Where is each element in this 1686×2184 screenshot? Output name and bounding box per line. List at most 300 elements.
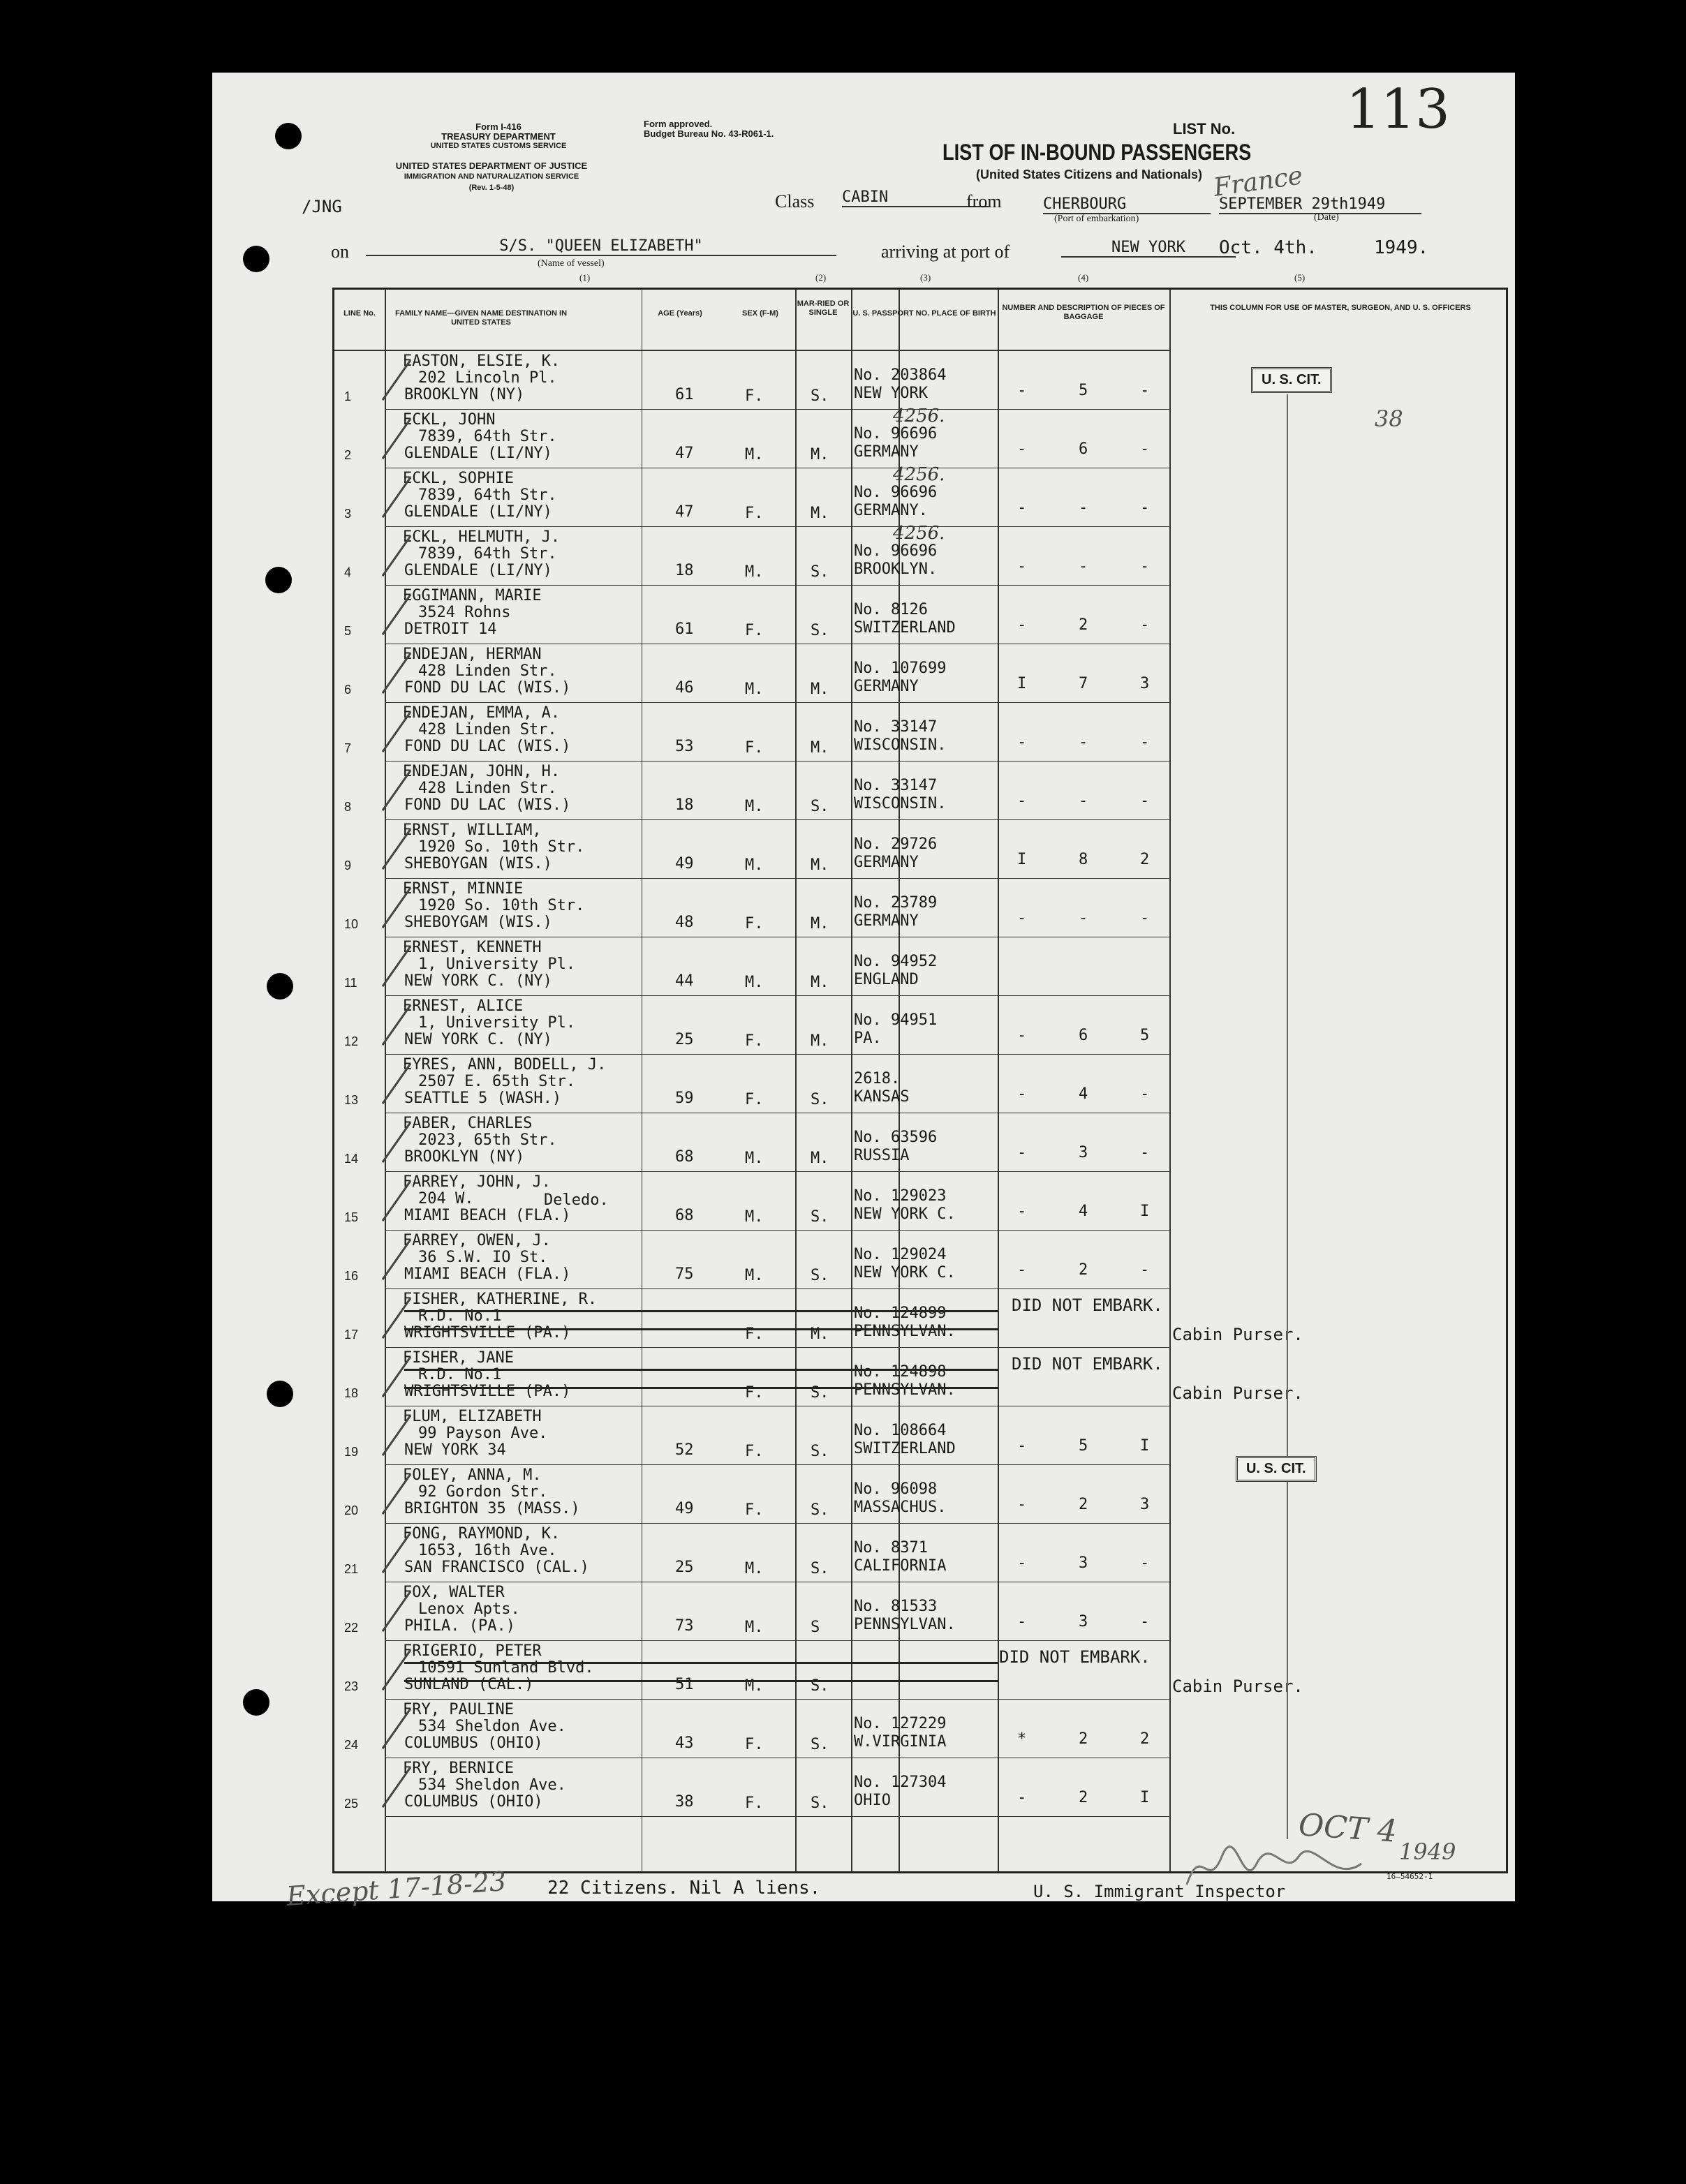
passport-number: No. 124899	[854, 1305, 947, 1322]
us-citizen-stamp-2: U. S. CIT.	[1236, 1456, 1317, 1482]
baggage-c: -	[1140, 558, 1150, 575]
passenger-name: FOX, WALTER	[403, 1584, 505, 1601]
sex: F.	[745, 387, 764, 405]
age: 46	[675, 679, 694, 697]
marital-status: S.	[811, 622, 829, 639]
destination: BROOKLYN (NY)	[404, 1148, 525, 1166]
age: 43	[675, 1734, 694, 1752]
destination: FOND DU LAC (WIS.)	[404, 679, 571, 697]
place-of-birth: CALIFORNIA	[854, 1557, 947, 1575]
baggage-b: -	[1079, 558, 1088, 575]
baggage-b: 2	[1079, 1496, 1088, 1513]
sex: F.	[745, 1736, 764, 1753]
table-row	[334, 703, 1510, 762]
place-of-birth: ENGLAND	[854, 971, 919, 988]
table-row	[334, 464, 1510, 527]
baggage-a: -	[1017, 382, 1027, 399]
table-row	[334, 1758, 1510, 1817]
age: 53	[675, 738, 694, 755]
baggage-a: -	[1017, 499, 1027, 517]
baggage-b: -	[1079, 909, 1088, 927]
department-sub-2: IMMIGRATION AND NATURALIZATION SERVICE	[404, 172, 579, 181]
destination: SHEBOYGAM (WIS.)	[404, 914, 552, 931]
age: 18	[675, 562, 694, 579]
punch-hole	[267, 973, 293, 1000]
sex: M.	[745, 1150, 764, 1167]
passport-number: No. 8371	[854, 1539, 928, 1557]
passenger-name: EGGIMANN, MARIE	[403, 587, 542, 604]
age: 25	[675, 1031, 694, 1048]
handwritten-france: France	[1211, 161, 1305, 202]
table-row	[334, 523, 1510, 586]
sex: F.	[745, 622, 764, 639]
passport-number: No. 127229	[854, 1715, 947, 1732]
header-passport: U. S. PASSPORT NO. PLACE OF BIRTH	[852, 309, 996, 318]
baggage-b: -	[1079, 734, 1088, 751]
baggage-b: 7	[1079, 675, 1088, 692]
address-line: 1920 So. 10th Str.	[418, 838, 585, 856]
place-of-birth: PENNSYLVAN.	[854, 1381, 956, 1399]
passport-number: No. 94951	[854, 1011, 938, 1029]
address-line: 10591 Sunland Blvd.	[418, 1659, 594, 1677]
passenger-name: ECKL, JOHN	[403, 411, 496, 429]
address-line: 428 Linden Str.	[418, 780, 557, 797]
passenger-name: FABER, CHARLES	[403, 1115, 533, 1132]
department-sub: UNITED STATES CUSTOMS SERVICE	[430, 142, 567, 150]
line-number: 4	[344, 565, 352, 579]
passport-number: No. 63596	[854, 1129, 938, 1146]
passport-number: No. 33147	[854, 718, 938, 736]
table-row	[334, 762, 1510, 820]
place-of-birth: WISCONSIN.	[854, 736, 947, 754]
handwritten-note: 38	[1375, 406, 1403, 432]
year-stamp: 1949	[1399, 1838, 1456, 1865]
header-officers: THIS COLUMN FOR USE OF MASTER, SURGEON, AND U. S. OFFICERS	[1210, 304, 1471, 312]
destination: BRIGHTON 35 (MASS.)	[404, 1500, 580, 1517]
address-line: 1653, 16th Ave.	[418, 1542, 557, 1559]
revision: (Rev. 1-5-48)	[468, 184, 515, 192]
punch-hole	[243, 246, 269, 272]
line-number: 5	[344, 624, 352, 638]
marital-status: S	[811, 1619, 820, 1636]
address-line: 36 S.W. IO St.	[418, 1249, 548, 1266]
baggage-a: -	[1017, 792, 1027, 810]
age: 51	[675, 1676, 694, 1693]
passport-number: No. 96098	[854, 1480, 938, 1498]
place-of-birth: W.VIRGINIA	[854, 1733, 947, 1751]
baggage-a: -	[1017, 1496, 1027, 1513]
passenger-name: ERNST, MINNIE	[403, 880, 524, 898]
line-number: 15	[344, 1210, 359, 1224]
baggage-c: -	[1140, 1144, 1150, 1161]
passenger-name: FRIGERIO, PETER	[403, 1642, 542, 1660]
address-line: 534 Sheldon Ave.	[418, 1776, 566, 1794]
baggage-c: 2	[1140, 1730, 1150, 1748]
passenger-name: ENDEJAN, HERMAN	[403, 646, 542, 663]
marital-status: M.	[811, 681, 829, 698]
sex: M.	[745, 1208, 764, 1226]
destination: GLENDALE (LI/NY)	[404, 562, 552, 579]
us-citizen-stamp: U. S. CIT.	[1251, 367, 1332, 393]
baggage-c: -	[1140, 1085, 1150, 1103]
handwritten-passport-number: 4256.	[893, 464, 945, 485]
from-label: from	[966, 191, 1002, 211]
destination: DETROIT 14	[404, 621, 497, 638]
passenger-name: EASTON, ELSIE, K.	[403, 352, 561, 370]
list-number: 113	[1346, 78, 1450, 141]
departure-date: SEPTEMBER 29th1949	[1219, 195, 1421, 214]
address-line: 204 W.	[418, 1190, 474, 1208]
age: 68	[675, 1148, 694, 1166]
strike-through-line	[404, 1662, 998, 1664]
marital-status: M.	[811, 1325, 829, 1343]
address-line: 3524 Rohns	[418, 604, 511, 621]
age: 49	[675, 1500, 694, 1517]
form-number: Form I-416	[475, 121, 522, 132]
passport-number: No. 8126	[854, 601, 928, 618]
baggage-c: I	[1140, 1789, 1150, 1806]
baggage-b: 3	[1079, 1613, 1088, 1630]
baggage-c: -	[1140, 440, 1150, 458]
age: 61	[675, 621, 694, 638]
address-line: 2023, 65th Str.	[418, 1131, 557, 1149]
place-of-birth: BROOKLYN.	[854, 560, 938, 578]
passenger-name: ERNEST, ALICE	[403, 997, 524, 1015]
address-line: 1920 So. 10th Str.	[418, 897, 585, 914]
arriving-label: arriving at port of	[881, 242, 1010, 262]
line-number: 19	[344, 1445, 359, 1459]
punch-hole	[267, 1381, 293, 1407]
line-number: 14	[344, 1152, 359, 1166]
marital-status: M.	[811, 915, 829, 933]
arrival-date: Oct. 4th.	[1219, 237, 1317, 258]
sex: M.	[745, 681, 764, 698]
marital-status: M.	[811, 505, 829, 522]
destination: SUNLAND (CAL.)	[404, 1676, 534, 1693]
marital-status: S.	[811, 1267, 829, 1284]
passport-number: No. 33147	[854, 777, 938, 794]
sex: F.	[745, 739, 764, 757]
passport-number: No. 203864	[854, 366, 947, 384]
passenger-name: ERNST, WILLIAM,	[403, 822, 542, 839]
baggage-c: 3	[1140, 1496, 1150, 1513]
column-number-1: (1)	[579, 272, 591, 283]
header-married: MAR-RIED OR SINGLE	[797, 299, 850, 317]
baggage-b: 4	[1079, 1203, 1088, 1220]
passenger-name: ECKL, SOPHIE	[403, 470, 514, 487]
sex: F.	[745, 505, 764, 522]
passport-number: No. 129023	[854, 1187, 947, 1205]
age: 47	[675, 503, 694, 521]
baggage-a: -	[1017, 1027, 1027, 1044]
baggage-a: -	[1017, 734, 1027, 751]
address-line: 2507 E. 65th Str.	[418, 1073, 576, 1090]
line-number: 13	[344, 1093, 359, 1107]
line-number: 24	[344, 1738, 359, 1752]
address-line: Lenox Apts.	[418, 1600, 520, 1618]
vessel-caption: (Name of vessel)	[538, 258, 605, 269]
on-label: on	[331, 242, 349, 262]
place-of-birth: GERMANY	[854, 678, 919, 695]
passport-number: No. 81533	[854, 1598, 938, 1615]
passenger-name: ENDEJAN, JOHN, H.	[403, 763, 561, 780]
baggage-b: 8	[1079, 851, 1088, 868]
sex: M.	[745, 563, 764, 581]
class-label: Class	[775, 191, 815, 211]
age: 61	[675, 386, 694, 403]
age: 59	[675, 1090, 694, 1107]
baggage-c: -	[1140, 382, 1150, 399]
baggage-b: 2	[1079, 616, 1088, 634]
line-number: 8	[344, 800, 352, 814]
sex: M.	[745, 446, 764, 463]
baggage-c: -	[1140, 1554, 1150, 1572]
line-number: 2	[344, 448, 352, 462]
print-code: 16—54652-1	[1386, 1872, 1433, 1881]
baggage-c: -	[1140, 909, 1150, 927]
address-line: 7839, 64th Str.	[418, 428, 557, 445]
strike-through-line	[404, 1387, 998, 1389]
baggage-a: -	[1017, 1437, 1027, 1455]
place-of-birth: NEW YORK C.	[854, 1205, 956, 1223]
table-row	[334, 351, 1510, 410]
destination: WRIGHTSVILLE (PA.)	[404, 1324, 571, 1342]
strike-through-line	[404, 1310, 998, 1312]
baggage-a: -	[1017, 1613, 1027, 1630]
place-of-birth: MASSACHUS.	[854, 1499, 947, 1516]
address-line: R.D. No.1	[418, 1307, 502, 1325]
passport-number: No. 23789	[854, 894, 938, 912]
table-row	[334, 1172, 1510, 1231]
handwritten-passport-number: 4256.	[893, 523, 945, 544]
table-row	[334, 1641, 1510, 1700]
sex: F.	[745, 1325, 764, 1343]
destination: SHEBOYGAN (WIS.)	[404, 855, 552, 872]
marital-status: S.	[811, 1677, 829, 1695]
line-number: 7	[344, 741, 352, 755]
line-number: 6	[344, 683, 352, 697]
baggage-a: *	[1017, 1730, 1027, 1748]
baggage-a: I	[1017, 851, 1027, 868]
marital-status: S.	[811, 798, 829, 815]
passenger-name: FRY, BERNICE	[403, 1760, 514, 1777]
baggage-b: 6	[1079, 440, 1088, 458]
sex: M.	[745, 1677, 764, 1695]
destination: NEW YORK C. (NY)	[404, 972, 552, 990]
table-row	[334, 1113, 1510, 1172]
age: 18	[675, 796, 694, 814]
sex: F.	[745, 915, 764, 933]
punch-hole	[243, 1689, 269, 1716]
table-row	[334, 1582, 1510, 1641]
handwritten-exceptions: Except 17-18-23	[285, 1866, 508, 1912]
budget-bureau: Budget Bureau No. 43-R061-1.	[644, 128, 774, 139]
line-number: 11	[344, 976, 357, 990]
baggage-c: 5	[1140, 1027, 1150, 1044]
line-number: 20	[344, 1503, 359, 1517]
place-of-birth: PA.	[854, 1030, 882, 1047]
sex: M.	[745, 856, 764, 874]
line-number: 23	[344, 1679, 359, 1693]
marital-status: S.	[811, 1795, 829, 1812]
destination: FOND DU LAC (WIS.)	[404, 738, 571, 755]
destination: NEW YORK 34	[404, 1441, 506, 1459]
baggage-a: -	[1017, 1144, 1027, 1161]
destination: SEATTLE 5 (WASH.)	[404, 1090, 562, 1107]
marital-status: M.	[811, 739, 829, 757]
passport-number: No. 29726	[854, 835, 938, 853]
marital-status: M.	[811, 446, 829, 463]
age: 75	[675, 1265, 694, 1283]
marital-status: S.	[811, 1501, 829, 1519]
line-number: 16	[344, 1269, 359, 1283]
sex: M.	[745, 1560, 764, 1577]
line-number: 3	[344, 507, 352, 521]
line-number: 10	[344, 917, 359, 931]
destination: COLUMBUS (OHIO)	[404, 1734, 543, 1752]
baggage-b: -	[1079, 499, 1088, 517]
sex: F.	[745, 1795, 764, 1812]
passport-number: No. 96696	[854, 542, 938, 560]
baggage-c: I	[1140, 1203, 1150, 1220]
did-not-embark-note: DID NOT EMBARK.	[1012, 1354, 1163, 1374]
age: 49	[675, 855, 694, 872]
passenger-name: FLUM, ELIZABETH	[403, 1408, 542, 1425]
column-number-4: (4)	[1078, 272, 1089, 283]
table-row	[334, 1465, 1510, 1524]
line-number: 22	[344, 1621, 359, 1635]
baggage-c: I	[1140, 1437, 1150, 1455]
passenger-name: FISHER, JANE	[403, 1349, 514, 1367]
class-value: CABIN	[842, 188, 989, 207]
marital-status: S.	[811, 1091, 829, 1108]
destination: FOND DU LAC (WIS.)	[404, 796, 571, 814]
passport-number: 2618.	[854, 1070, 901, 1087]
marital-status: S.	[811, 563, 829, 581]
baggage-c: -	[1140, 792, 1150, 810]
column-number-5: (5)	[1294, 272, 1306, 283]
sex: M.	[745, 1619, 764, 1636]
table-row	[334, 1055, 1510, 1113]
address-line: 428 Linden Str.	[418, 662, 557, 680]
sex: F.	[745, 1443, 764, 1460]
address-line: 99 Payson Ave.	[418, 1425, 548, 1442]
baggage-b: 2	[1079, 1261, 1088, 1279]
line-number: 9	[344, 859, 352, 872]
passenger-name: EYRES, ANN, BODELL, J.	[403, 1056, 607, 1074]
marital-status: S.	[811, 1208, 829, 1226]
passenger-name: FRY, PAULINE	[403, 1701, 514, 1718]
list-no-label: LIST No.	[1173, 120, 1236, 138]
place-of-birth: RUSSIA	[854, 1147, 910, 1164]
table-row	[334, 996, 1510, 1055]
baggage-a: -	[1017, 1203, 1027, 1220]
table-row	[334, 937, 1510, 996]
baggage-a: -	[1017, 616, 1027, 634]
destination: COLUMBUS (OHIO)	[404, 1793, 543, 1811]
marital-status: M.	[811, 856, 829, 874]
table-row	[334, 586, 1510, 644]
arrival-port: NEW YORK	[1061, 239, 1236, 258]
column-number-2: (2)	[815, 272, 827, 283]
age: 44	[675, 972, 694, 990]
passenger-name: FISHER, KATHERINE, R.	[403, 1291, 598, 1308]
place-of-birth: SWITZERLAND	[854, 619, 956, 637]
address-line: 428 Linden Str.	[418, 721, 557, 738]
passport-number: No. 129024	[854, 1246, 947, 1263]
marital-status: S.	[811, 1443, 829, 1460]
age: 48	[675, 914, 694, 931]
baggage-c: -	[1140, 734, 1150, 751]
marital-status: M.	[811, 1150, 829, 1167]
baggage-b: 3	[1079, 1554, 1088, 1572]
place-of-birth: PENNSYLVAN.	[854, 1323, 956, 1340]
address-line: 92 Gordon Str.	[418, 1483, 548, 1501]
destination: NEW YORK C. (NY)	[404, 1031, 552, 1048]
handwritten-passport-number: 4256.	[893, 406, 945, 426]
baggage-a: -	[1017, 1085, 1027, 1103]
baggage-a: -	[1017, 1554, 1027, 1572]
clerk-initials: /JNG	[302, 197, 342, 216]
table-row	[334, 1289, 1510, 1348]
header-name: FAMILY NAME—GIVEN NAME DESTINATION IN UNITED STATES	[394, 309, 568, 327]
passport-number: No. 124898	[854, 1363, 947, 1381]
table-row	[334, 1348, 1510, 1406]
passenger-name: ENDEJAN, EMMA, A.	[403, 704, 561, 722]
port-of-embarkation: CHERBOURG	[1043, 195, 1211, 214]
sex: M.	[745, 1267, 764, 1284]
place-of-birth: NEW YORK C.	[854, 1264, 956, 1282]
baggage-b: 4	[1079, 1085, 1088, 1103]
inspector-label: U. S. Immigrant Inspector	[1033, 1882, 1286, 1901]
baggage-c: -	[1140, 616, 1150, 634]
baggage-b: 2	[1079, 1730, 1088, 1748]
pencil-tick-line	[1287, 394, 1288, 1839]
marital-status: S.	[811, 1384, 829, 1402]
purser-note: Cabin Purser.	[1172, 1383, 1303, 1403]
passenger-name: FARREY, JOHN, J.	[403, 1173, 551, 1191]
sex: F.	[745, 1384, 764, 1402]
summary-line: 22 Citizens. Nil A liens.	[547, 1878, 821, 1899]
baggage-c: -	[1140, 1261, 1150, 1279]
baggage-a: -	[1017, 558, 1027, 575]
baggage-a: -	[1017, 1261, 1027, 1279]
place-of-birth: WISCONSIN.	[854, 795, 947, 812]
handwritten-address: Deledo.	[544, 1191, 609, 1209]
age: 38	[675, 1793, 694, 1811]
header-baggage: NUMBER AND DESCRIPTION OF PIECES OF BAGGAGE	[1002, 304, 1165, 321]
address-line: 1, University Pl.	[418, 1014, 576, 1032]
marital-status: M.	[811, 1032, 829, 1050]
place-of-birth: GERMANY	[854, 443, 919, 461]
baggage-c: -	[1140, 1613, 1150, 1630]
port-caption: (Port of embarkation)	[1054, 214, 1139, 224]
strike-through-line	[404, 1328, 998, 1330]
marital-status: S.	[811, 387, 829, 405]
header-line-no: LINE No.	[343, 309, 376, 318]
header-sex: SEX (F-M)	[742, 309, 778, 318]
strike-through-line	[404, 1369, 998, 1371]
document-title: LIST OF IN-BOUND PASSENGERS	[942, 140, 1252, 165]
table-row	[334, 406, 1510, 468]
address-line: 7839, 64th Str.	[418, 545, 557, 563]
did-not-embark-note: DID NOT EMBARK.	[999, 1647, 1151, 1667]
date-stamp: OCT 4	[1297, 1807, 1398, 1850]
arrival-year: 1949.	[1374, 237, 1429, 258]
punch-hole	[265, 567, 292, 593]
strike-through-line	[404, 1680, 998, 1682]
sex: F.	[745, 1032, 764, 1050]
